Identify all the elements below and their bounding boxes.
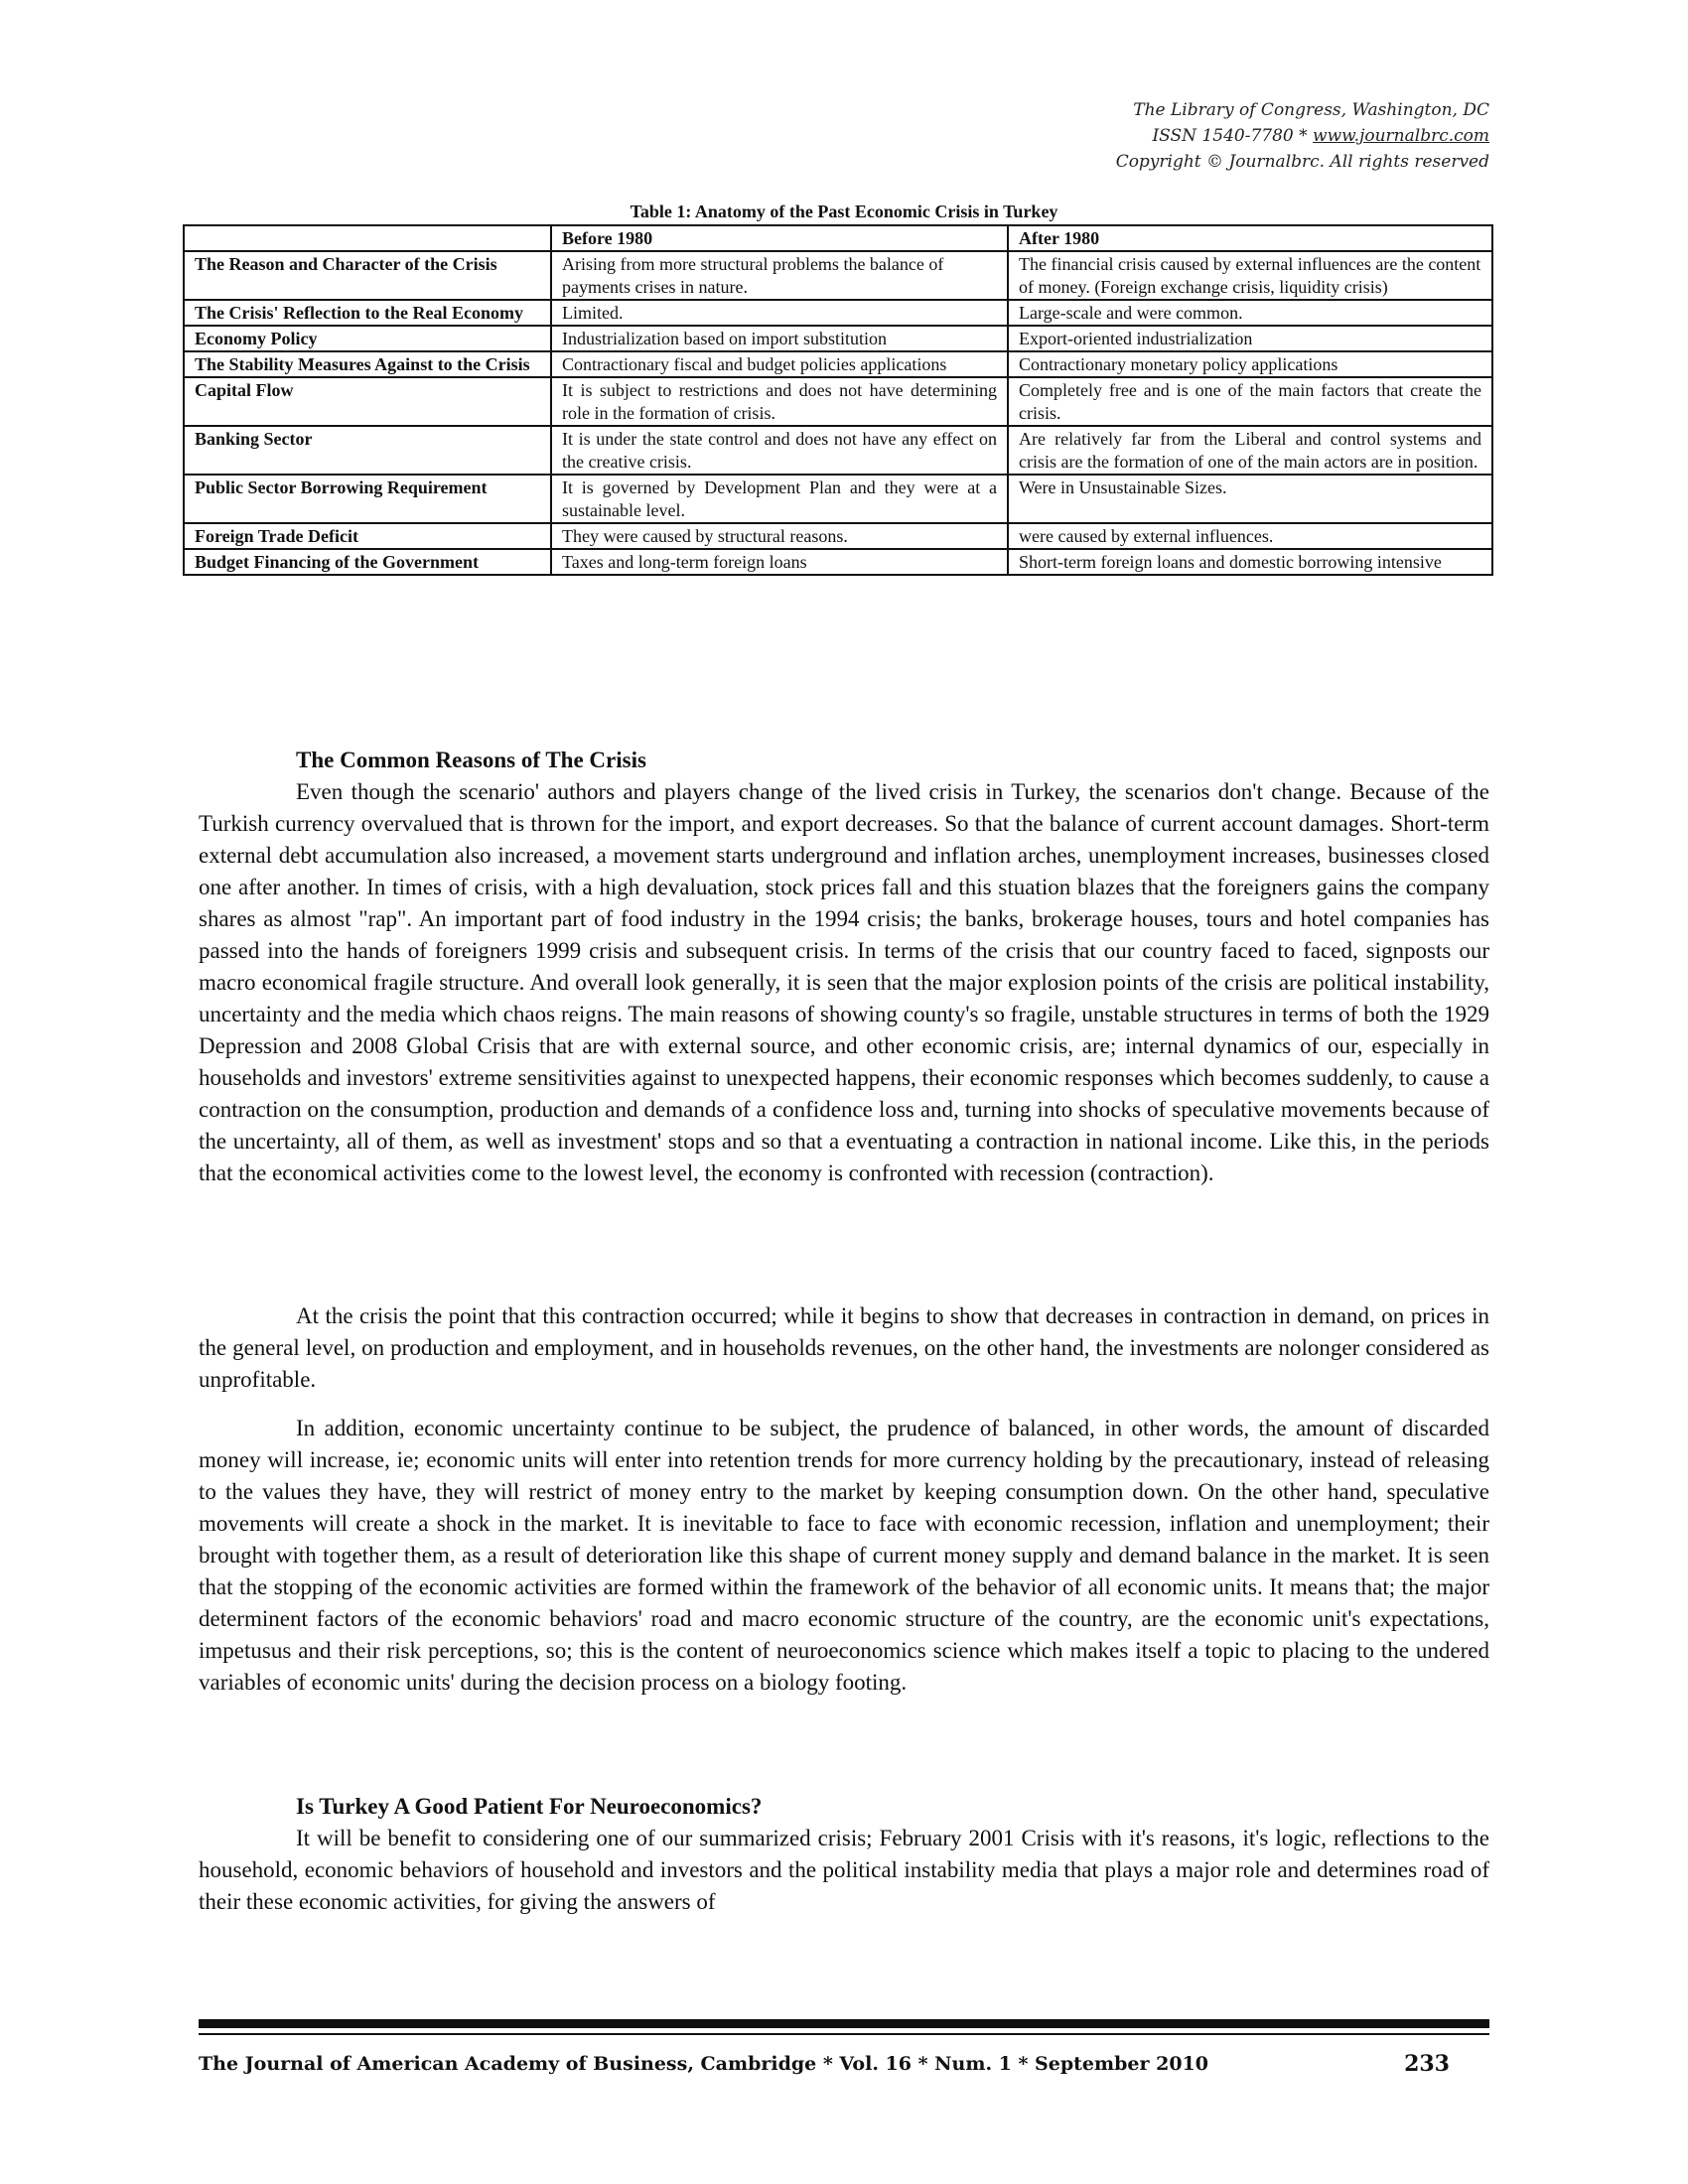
table-header-cell: Before 1980 xyxy=(551,225,1008,251)
running-header xyxy=(1116,97,1489,175)
body-paragraph: It will be benefit to considering one of our summarized crisis; February 2001 Crisis with it's reasons, it's logic, reflections to the household, economic behaviors of household and investors and the political instability media that plays a major role and determines road of their these economic activities, for giving the answers of xyxy=(199,1826,1489,1914)
header-line-1: The Library of Congress, Washington, DC xyxy=(1133,100,1489,120)
section-neuroeconomics xyxy=(199,1791,1489,1918)
after-1980-cell: Completely free and is one of the main factors that create the crisis. xyxy=(1008,377,1492,426)
table-header-cell xyxy=(184,225,551,251)
before-1980-cell: They were caused by structural reasons. xyxy=(551,523,1008,549)
body-paragraph: At the crisis the point that this contraction occurred; while it begins to show that decreases in contraction in demand, on prices in the general level, on production and employment, and in households revenues, on the other hand, the investments are nolonger considered as unprofitable. xyxy=(199,1303,1489,1392)
before-1980-cell: Limited. xyxy=(551,300,1008,326)
footer-journal-citation: The Journal of American Academy of Business, Cambridge * Vol. 16 * Num. 1 * September 2010 xyxy=(199,2053,1209,2075)
table-row xyxy=(184,300,1492,326)
journal-website-link[interactable]: www.journalbrc.com xyxy=(1313,126,1489,146)
after-1980-cell: Large-scale and were common. xyxy=(1008,300,1492,326)
body-paragraph: Even though the scenario' authors and players change of the lived crisis in Turkey, the scenarios don't change. Because of the Turkish currency overvalued that is thrown for the import, and export decreases. So that the balance of current account damages. Short-term external debt accumulation also increased, a movement starts underground and inflation arches, unemployment increases, businesses closed one after another. In times of crisis, with a high devaluation, stock prices fall and this stuation blazes that the foreigners gains the company shares as almost "rap". An important part of food industry in the 1994 crisis; the banks, brokerage houses, tours and hotel companies has passed into the hands of foreigners 1999 crisis and subsequent crisis. In terms of the crisis that our country faced to faced, signposts our macro economical fragile structure. And overall look generally, it is seen that the major explosion points of the crisis are political instability, uncertainty and the media which chaos reigns. The main reasons of showing county's so fragile, unstable structures in terms of both the 1929 Depression and 2008 Global Crisis that are with external source, and other economic crisis, are; internal dynamics of our, especially in households and investors' extreme sensitivities against to unexpected happens, their economic responses which becomes suddenly, to cause a contraction on the consumption, production and demands of a confidence loss and, turning into shocks of speculative movements because of the uncertainty, all of them, as well as investment' stops and so that a eventuating a contraction in national income. Like this, in the periods that the economical activities come to the lowest level, the economy is confronted with recession (contraction). xyxy=(199,779,1489,1185)
table-header-cell: After 1980 xyxy=(1008,225,1492,251)
page-number: 233 xyxy=(1404,2051,1450,2077)
table-header-row xyxy=(184,225,1492,251)
table-caption: Table 1: Anatomy of the Past Economic Crisis in Turkey xyxy=(630,202,1058,221)
after-1980-cell: Export-oriented industrialization xyxy=(1008,326,1492,351)
table-row xyxy=(184,251,1492,300)
section-heading: The Common Reasons of The Crisis xyxy=(296,748,646,772)
after-1980-cell: Are relatively far from the Liberal and control systems and crisis are the formation of one of the main actors are in position. xyxy=(1008,426,1492,475)
before-1980-cell: Taxes and long-term foreign loans xyxy=(551,549,1008,575)
crisis-table xyxy=(183,224,1493,576)
header-issn: ISSN 1540-7780 * xyxy=(1152,126,1314,146)
header-line-2 xyxy=(1116,123,1489,149)
section-common-reasons-cont2 xyxy=(199,1413,1489,1699)
row-label: The Stability Measures Against to the Crisis xyxy=(184,351,551,377)
table-row xyxy=(184,549,1492,575)
header-line-3: Copyright © Journalbrc. All rights reserved xyxy=(1115,152,1489,172)
table-row xyxy=(184,377,1492,426)
after-1980-cell: Short-term foreign loans and domestic borrowing intensive xyxy=(1008,549,1492,575)
table-row xyxy=(184,326,1492,351)
row-label: The Crisis' Reflection to the Real Economy xyxy=(184,300,551,326)
before-1980-cell: Industrialization based on import substitution xyxy=(551,326,1008,351)
body-paragraph: In addition, economic uncertainty continue to be subject, the prudence of balanced, in other words, the amount of discarded money will increase, ie; economic units will enter into retention trends for more currency holding by the precautionary, instead of releasing to the values they have, they will restrict of money entry to the market by keeping consumption down. On the other hand, speculative movements will create a shock in the market. It is inevitable to face to face with economic recession, inflation and unemployment; their brought with together them, as a result of deterioration like this shape of current money supply and demand balance in the market. It is seen that the stopping of the economic activities are formed within the framework of the behavior of all economic units. It means that; the major determinent factors of the economic behaviors' road and macro economic structure of the country, are the economic unit's expectations, impetusus and their risk perceptions, so; this is the content of neuroeconomics science which makes itself a topic to placing to the undered variables of economic units' during the decision process on a biology footing. xyxy=(199,1416,1489,1695)
row-label: Banking Sector xyxy=(184,426,551,475)
row-label: Capital Flow xyxy=(184,377,551,426)
table-row xyxy=(184,475,1492,523)
row-label: The Reason and Character of the Crisis xyxy=(184,251,551,300)
footer-rule-thick xyxy=(199,2019,1489,2028)
footer-rule-thin xyxy=(199,2033,1489,2035)
before-1980-cell: It is subject to restrictions and does not have determining role in the formation of crisis. xyxy=(551,377,1008,426)
row-label: Public Sector Borrowing Requirement xyxy=(184,475,551,523)
before-1980-cell: It is governed by Development Plan and they were at a sustainable level. xyxy=(551,475,1008,523)
before-1980-cell: It is under the state control and does not have any effect on the creative crisis. xyxy=(551,426,1008,475)
before-1980-cell: Contractionary fiscal and budget policies applications xyxy=(551,351,1008,377)
after-1980-cell: Contractionary monetary policy applications xyxy=(1008,351,1492,377)
after-1980-cell: The financial crisis caused by external influences are the content of money. (Foreign exchange crisis, liquidity crisis) xyxy=(1008,251,1492,300)
row-label: Economy Policy xyxy=(184,326,551,351)
table-row xyxy=(184,523,1492,549)
table-row xyxy=(184,426,1492,475)
section-common-reasons xyxy=(199,745,1489,1189)
row-label: Foreign Trade Deficit xyxy=(184,523,551,549)
section-common-reasons-cont xyxy=(199,1300,1489,1396)
section-heading: Is Turkey A Good Patient For Neuroeconomics? xyxy=(296,1794,763,1819)
after-1980-cell: were caused by external influences. xyxy=(1008,523,1492,549)
table-row xyxy=(184,351,1492,377)
row-label: Budget Financing of the Government xyxy=(184,549,551,575)
after-1980-cell: Were in Unsustainable Sizes. xyxy=(1008,475,1492,523)
before-1980-cell: Arising from more structural problems the balance of payments crises in nature. xyxy=(551,251,1008,300)
